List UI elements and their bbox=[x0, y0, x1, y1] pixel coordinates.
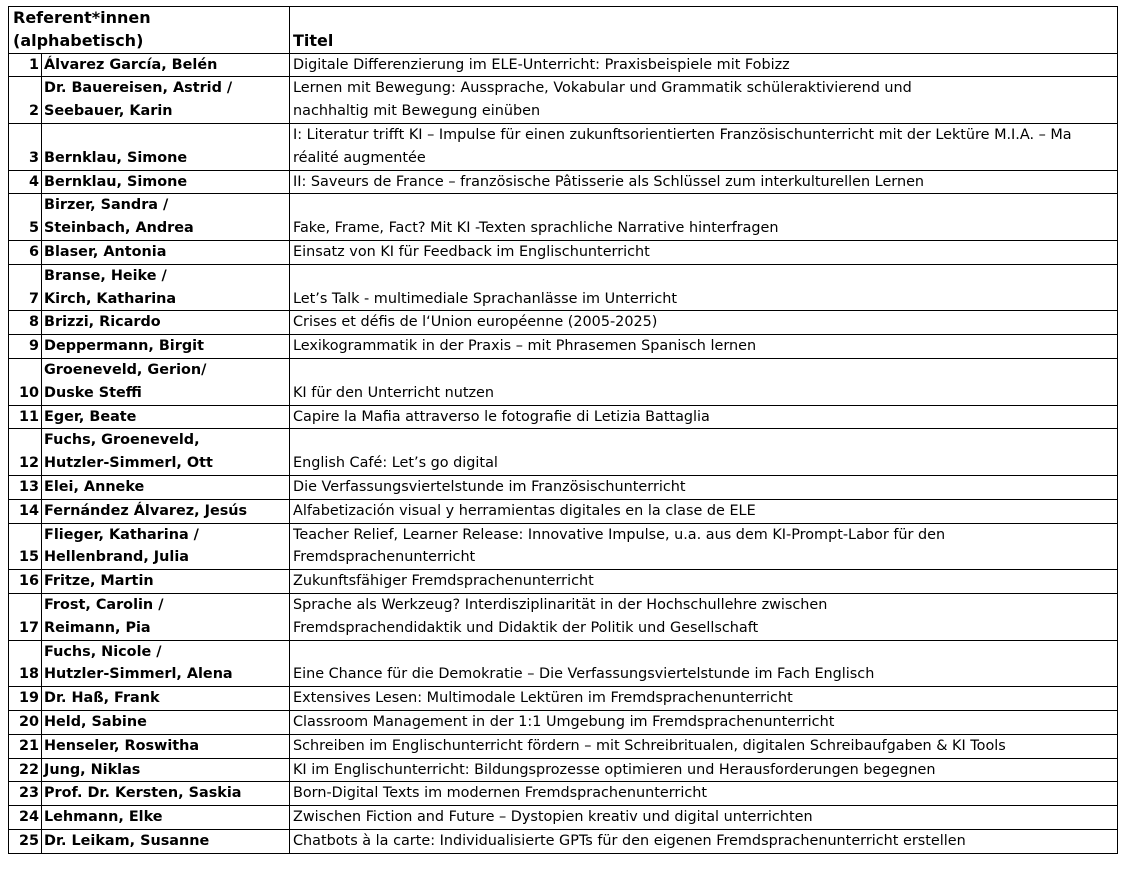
table-row bbox=[9, 264, 1118, 311]
speaker-name-cell bbox=[42, 829, 290, 853]
speaker-name-cell bbox=[42, 335, 290, 359]
talk-title-cell bbox=[290, 405, 1118, 429]
row-number: 1 bbox=[9, 53, 42, 77]
talk-title-line: Alfabetización visual y herramientas digitales en la clase de ELE bbox=[293, 502, 756, 519]
talk-title-cell bbox=[290, 123, 1118, 170]
row-number: 5 bbox=[9, 194, 42, 241]
table-row bbox=[9, 570, 1118, 594]
speaker-name-line: Fuchs, Groeneveld, bbox=[44, 432, 200, 449]
talk-title-cell bbox=[290, 593, 1118, 640]
speaker-name-cell bbox=[42, 123, 290, 170]
speaker-name-line: Steinbach, Andrea bbox=[44, 220, 194, 237]
table-row bbox=[9, 194, 1118, 241]
table-row bbox=[9, 77, 1118, 124]
talk-title-cell bbox=[290, 358, 1118, 405]
talk-title-line: KI im Englischunterricht: Bildungsprozesse optimieren und Herausforderungen begegnen bbox=[293, 761, 936, 778]
table-row bbox=[9, 335, 1118, 359]
talk-title-line: Classroom Management in der 1:1 Umgebung im Fremdsprachenunterricht bbox=[293, 713, 835, 730]
talk-title-cell bbox=[290, 523, 1118, 570]
speaker-name-cell bbox=[42, 405, 290, 429]
speaker-name-cell bbox=[42, 734, 290, 758]
talk-title-line: Crises et défis de l‘Union européenne (2005-2025) bbox=[293, 314, 658, 331]
speaker-name-line: Blaser, Antonia bbox=[44, 243, 167, 260]
talk-title-line: Chatbots à la carte: Individualisierte GPTs für den eigenen Fremdsprachenunterricht erstellen bbox=[293, 832, 966, 849]
table-row bbox=[9, 829, 1118, 853]
table-row bbox=[9, 123, 1118, 170]
table-row bbox=[9, 170, 1118, 194]
table-row bbox=[9, 806, 1118, 830]
talk-title-line: Einsatz von KI für Feedback im Englischunterricht bbox=[293, 243, 650, 260]
header-name-line1: Referent*innen bbox=[13, 8, 151, 27]
row-number: 14 bbox=[9, 499, 42, 523]
row-number: 8 bbox=[9, 311, 42, 335]
talk-title-cell bbox=[290, 264, 1118, 311]
talk-title-line: Teacher Relief, Learner Release: Innovative Impulse, u.a. aus dem KI-Prompt-Labor für den bbox=[293, 526, 946, 543]
talk-title-cell bbox=[290, 758, 1118, 782]
row-number: 16 bbox=[9, 570, 42, 594]
talk-title-line: I: Literatur trifft KI – Impulse für einen zukunftsorientierten Französischunterricht mit der Lektüre M.I.A. – Ma bbox=[293, 126, 1072, 143]
header-title-label: Titel bbox=[293, 30, 334, 50]
table-row bbox=[9, 523, 1118, 570]
talk-title-line: Sprache als Werkzeug? Interdisziplinarität in der Hochschullehre zwischen bbox=[293, 596, 828, 613]
row-number: 21 bbox=[9, 734, 42, 758]
speaker-name-cell bbox=[42, 640, 290, 687]
row-number: 4 bbox=[9, 170, 42, 194]
speaker-name-line: Bernklau, Simone bbox=[44, 149, 188, 166]
speaker-name-line: Brizzi, Ricardo bbox=[44, 314, 161, 331]
speaker-name-cell bbox=[42, 570, 290, 594]
speaker-name-line: Prof. Dr. Kersten, Saskia bbox=[44, 785, 242, 802]
header-row bbox=[9, 7, 1118, 54]
talk-title-cell bbox=[290, 240, 1118, 264]
talk-title-line: Fremdsprachenunterricht bbox=[293, 549, 476, 566]
talk-title-line: Fremdsprachendidaktik und Didaktik der Politik und Gesellschaft bbox=[293, 619, 759, 636]
talk-title-line: Schreiben im Englischunterricht fördern – mit Schreibritualen, digitalen Schreibaufgaben & KI Tools bbox=[293, 737, 1006, 754]
speaker-name-cell bbox=[42, 170, 290, 194]
header-name-line2: (alphabetisch) bbox=[13, 30, 144, 50]
speaker-name-line: Branse, Heike / bbox=[44, 267, 167, 284]
speaker-name-line: Dr. Haß, Frank bbox=[44, 690, 160, 707]
speaker-name-cell bbox=[42, 499, 290, 523]
speaker-name-cell bbox=[42, 240, 290, 264]
table-row bbox=[9, 311, 1118, 335]
talk-title-line: Digitale Differenzierung im ELE-Unterricht: Praxisbeispiele mit Fobizz bbox=[293, 56, 790, 73]
table-row bbox=[9, 687, 1118, 711]
speaker-name-line: Birzer, Sandra / bbox=[44, 197, 169, 214]
speaker-name-cell bbox=[42, 77, 290, 124]
row-number: 22 bbox=[9, 758, 42, 782]
talk-title-cell bbox=[290, 640, 1118, 687]
speaker-name-line: Reimann, Pia bbox=[44, 619, 151, 636]
speaker-name-line: Hellenbrand, Julia bbox=[44, 549, 189, 566]
speaker-name-cell bbox=[42, 311, 290, 335]
speaker-name-line: Lehmann, Elke bbox=[44, 809, 163, 826]
speaker-name-line: Fernández Álvarez, Jesús bbox=[44, 502, 248, 519]
talk-title-cell bbox=[290, 77, 1118, 124]
talk-title-cell bbox=[290, 170, 1118, 194]
talk-title-cell bbox=[290, 829, 1118, 853]
row-number: 9 bbox=[9, 335, 42, 359]
speaker-name-cell bbox=[42, 593, 290, 640]
talk-title-line: Zwischen Fiction and Future – Dystopien kreativ und digital unterrichten bbox=[293, 809, 813, 826]
row-number: 12 bbox=[9, 429, 42, 476]
speaker-name-line: Elei, Anneke bbox=[44, 478, 145, 495]
speaker-name-line: Held, Sabine bbox=[44, 713, 147, 730]
talk-title-line: réalité augmentée bbox=[293, 149, 426, 166]
row-number: 15 bbox=[9, 523, 42, 570]
speaker-name-cell bbox=[42, 523, 290, 570]
row-number: 2 bbox=[9, 77, 42, 124]
speaker-name-cell bbox=[42, 475, 290, 499]
speaker-name-line: Álvarez García, Belén bbox=[44, 56, 218, 73]
table-row bbox=[9, 734, 1118, 758]
speaker-name-cell bbox=[42, 710, 290, 734]
speaker-name-line: Eger, Beate bbox=[44, 408, 137, 425]
speaker-name-line: Fuchs, Nicole / bbox=[44, 643, 162, 660]
row-number: 20 bbox=[9, 710, 42, 734]
talk-title-line: Die Verfassungsviertelstunde im Französischunterricht bbox=[293, 478, 686, 495]
row-number: 13 bbox=[9, 475, 42, 499]
speaker-name-cell bbox=[42, 806, 290, 830]
talk-title-line: Fake, Frame, Fact? Mit KI -Texten sprachliche Narrative hinterfragen bbox=[293, 220, 779, 237]
speaker-table-body bbox=[9, 7, 1118, 854]
row-number: 18 bbox=[9, 640, 42, 687]
talk-title-cell bbox=[290, 687, 1118, 711]
table-row bbox=[9, 710, 1118, 734]
speaker-name-cell bbox=[42, 358, 290, 405]
table-row bbox=[9, 240, 1118, 264]
talk-title-cell bbox=[290, 429, 1118, 476]
speaker-name-cell bbox=[42, 264, 290, 311]
talk-title-line: Zukunftsfähiger Fremdsprachenunterricht bbox=[293, 573, 594, 590]
table-row bbox=[9, 429, 1118, 476]
talk-title-line: Let’s Talk - multimediale Sprachanlässe im Unterricht bbox=[293, 290, 678, 307]
speaker-name-line: Fritze, Martin bbox=[44, 573, 154, 590]
talk-title-line: Eine Chance für die Demokratie – Die Verfassungsviertelstunde im Fach Englisch bbox=[293, 666, 875, 683]
table-row bbox=[9, 53, 1118, 77]
talk-title-line: Capire la Mafia attraverso le fotografie di Letizia Battaglia bbox=[293, 408, 710, 425]
talk-title-cell bbox=[290, 311, 1118, 335]
talk-title-line: Lernen mit Bewegung: Aussprache, Vokabular und Grammatik schüleraktivierend und bbox=[293, 80, 912, 97]
row-number: 10 bbox=[9, 358, 42, 405]
speaker-name-cell bbox=[42, 53, 290, 77]
talk-title-cell bbox=[290, 499, 1118, 523]
row-number: 6 bbox=[9, 240, 42, 264]
header-title-cell bbox=[290, 7, 1118, 54]
row-number: 25 bbox=[9, 829, 42, 853]
row-number: 17 bbox=[9, 593, 42, 640]
table-row bbox=[9, 640, 1118, 687]
speaker-name-line: Henseler, Roswitha bbox=[44, 737, 200, 754]
speaker-name-line: Kirch, Katharina bbox=[44, 290, 177, 307]
speaker-name-line: Groeneveld, Gerion/ bbox=[44, 361, 207, 378]
talk-title-cell bbox=[290, 734, 1118, 758]
speaker-name-line: Bernklau, Simone bbox=[44, 173, 188, 190]
talk-title-line: Born-Digital Texts im modernen Fremdsprachenunterricht bbox=[293, 785, 708, 802]
speaker-name-line: Deppermann, Birgit bbox=[44, 338, 204, 355]
table-row bbox=[9, 475, 1118, 499]
talk-title-line: Extensives Lesen: Multimodale Lektüren im Fremdsprachenunterricht bbox=[293, 690, 793, 707]
table-row bbox=[9, 782, 1118, 806]
table-row bbox=[9, 405, 1118, 429]
speaker-name-cell bbox=[42, 194, 290, 241]
row-number: 23 bbox=[9, 782, 42, 806]
speaker-table bbox=[8, 6, 1118, 854]
speaker-name-cell bbox=[42, 758, 290, 782]
row-number: 19 bbox=[9, 687, 42, 711]
speaker-name-line: Jung, Niklas bbox=[44, 761, 141, 778]
talk-title-line: English Café: Let’s go digital bbox=[293, 455, 498, 472]
row-number: 11 bbox=[9, 405, 42, 429]
table-row bbox=[9, 499, 1118, 523]
talk-title-cell bbox=[290, 570, 1118, 594]
talk-title-cell bbox=[290, 806, 1118, 830]
speaker-name-line: Dr. Bauereisen, Astrid / bbox=[44, 80, 233, 97]
row-number: 24 bbox=[9, 806, 42, 830]
speaker-name-line: Hutzler-Simmerl, Alena bbox=[44, 666, 233, 683]
speaker-name-cell bbox=[42, 687, 290, 711]
talk-title-cell bbox=[290, 335, 1118, 359]
talk-title-cell bbox=[290, 53, 1118, 77]
speaker-name-cell bbox=[42, 782, 290, 806]
talk-title-line: KI für den Unterricht nutzen bbox=[293, 384, 495, 401]
table-row bbox=[9, 593, 1118, 640]
speaker-name-line: Seebauer, Karin bbox=[44, 103, 173, 120]
table-row bbox=[9, 358, 1118, 405]
speaker-name-line: Frost, Carolin / bbox=[44, 596, 164, 613]
speaker-name-line: Hutzler-Simmerl, Ott bbox=[44, 455, 213, 472]
row-number: 7 bbox=[9, 264, 42, 311]
speaker-name-line: Duske Steffi bbox=[44, 384, 142, 401]
talk-title-cell bbox=[290, 194, 1118, 241]
talk-title-cell bbox=[290, 782, 1118, 806]
talk-title-line: nachhaltig mit Bewegung einüben bbox=[293, 103, 541, 120]
talk-title-line: II: Saveurs de France – französische Pâtisserie als Schlüssel zum interkulturellen Lernen bbox=[293, 173, 925, 190]
speaker-name-line: Dr. Leikam, Susanne bbox=[44, 832, 210, 849]
header-name-cell bbox=[9, 7, 290, 54]
table-row bbox=[9, 758, 1118, 782]
speaker-name-cell bbox=[42, 429, 290, 476]
talk-title-cell bbox=[290, 710, 1118, 734]
row-number: 3 bbox=[9, 123, 42, 170]
speaker-name-line: Flieger, Katharina / bbox=[44, 526, 199, 543]
talk-title-cell bbox=[290, 475, 1118, 499]
talk-title-line: Lexikogrammatik in der Praxis – mit Phrasemen Spanisch lernen bbox=[293, 338, 757, 355]
